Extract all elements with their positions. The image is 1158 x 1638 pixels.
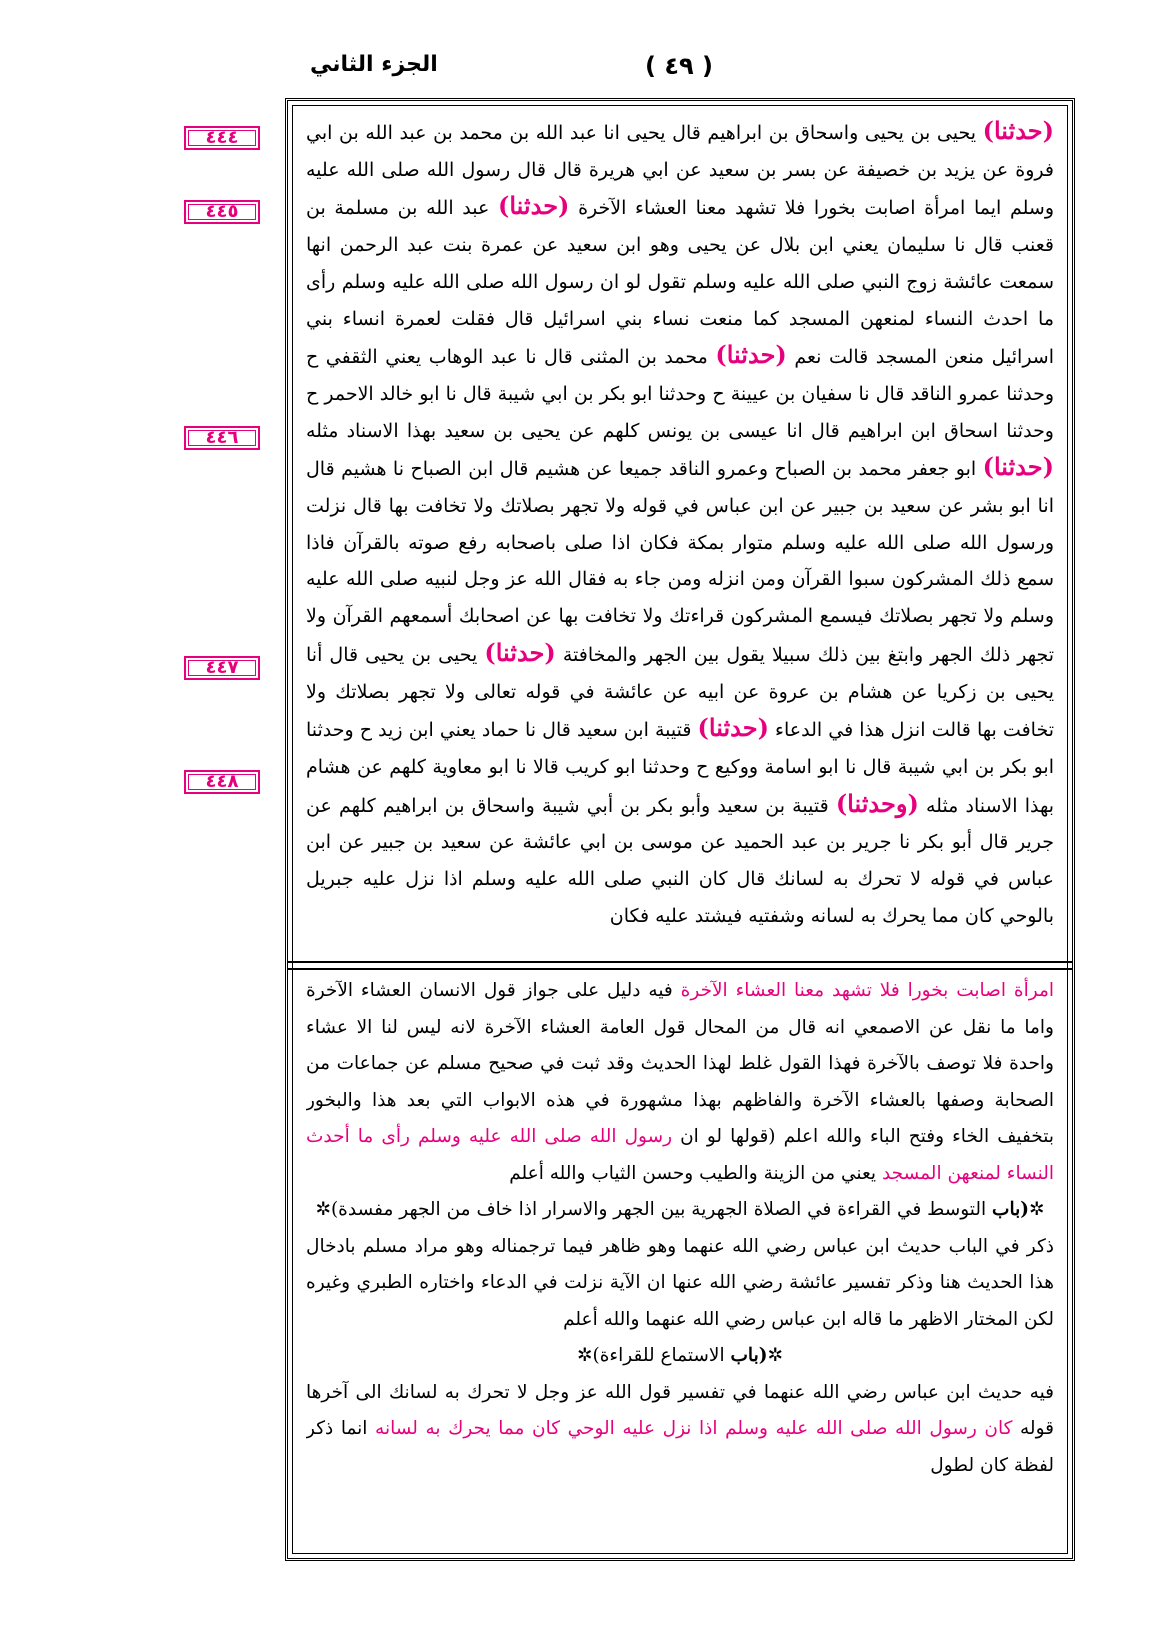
hadith-number-444: ٤٤٤ <box>184 126 260 150</box>
commentary-text <box>306 973 1054 1533</box>
hadith-447-chain: قتيبة ابن سعيد قال نا حماد يعني ابن زيد ح وحدثنا ابو بكر بن ابي شيبة قال نا ابو اسامة ووكيع ح وحدثنا ابو كريب قالا نا ابو معاوية كلهم عن هشام بهذا الاسناد مثله <box>306 719 1054 817</box>
keyword-haddathana: (حدثنا) <box>982 452 1054 482</box>
hadith-445-chain: محمد بن المثنى قال نا عبد الوهاب يعني الثقفي ح وحدثنا عمرو الناقد قال نا سفيان بن عيينة ح وحدثنا ابو بكر بن ابي شيبة قال نا ابو خالد الاحمر ح وحدثنا اسحاق ابن ابراهيم قال انا عيسى بن يونس كلهم عن يحيى بن سعيد بهذا الاسناد مثله <box>306 346 1054 442</box>
hadith-446: ابو جعفر محمد بن الصباح وعمرو الناقد جميعا عن هشيم قال ابن الصباح نا هشيم قال انا ابو بشر عن سعيد بن جبير عن ابن عباس في قوله ولا تجهر بصلاتك ولا تخافت بها قال نزلت ورسول الله صلى الله عليه وسلم متوار بمكة فكان اذا صلى باصحابه رفع صوته بالقرآن فاذا سمع ذلك المشركون سبوا القرآن ومن انزله ومن جاء به فقال الله عز وجل لنبيه صلى الله عليه وسلم ولا تجهر بصلاتك فيسمع المشركون قراءتك ولا تخافت بها عن اصحابك أسمعهم القرآن ولا تجهر ذلك الجهر وابتغ بين ذلك سبيلا يقول بين الجهر والمخافتة <box>306 458 1054 666</box>
chapter-heading-2: ✲(باب الاستماع للقراءة)✲ <box>577 1345 783 1366</box>
hadith-number-447: ٤٤٧ <box>184 656 260 680</box>
page-header <box>300 52 1080 88</box>
hadith-number-448: ٤٤٨ <box>184 770 260 794</box>
section-divider <box>288 961 1072 970</box>
hadith-447: يحيى بن يحيى قال أنا يحيى بن زكريا عن هشام بن عروة عن ابيه عن عائشة في قوله تعالى ولا تجهر بصلاتك ولا تخافت بها قالت انزل هذا في الدعاء <box>306 643 1054 742</box>
chapter-heading-1: ✲(باب التوسط في القراءة في الصلاة الجهرية بين الجهر والاسرار اذا خاف من الجهر مفسدة)✲ <box>315 1199 1045 1220</box>
page-frame <box>285 98 1075 1561</box>
keyword-haddathana: (حدثنا) <box>498 191 570 221</box>
hadith-444: يحيى بن يحيى واسحاق بن ابراهيم قال يحيى انا عبد الله بن محمد بن عبد الله بن ابي فروة عن يزيد بن خصيفة عن بسر بن سعيد عن ابي هريرة قال قال رسول الله صلى الله عليه وسلم ايما امرأة اصابت بخورا فلا تشهد معنا العشاء الآخرة <box>306 122 1054 220</box>
volume-title: الجزء الثاني <box>310 52 438 77</box>
keyword-haddathana: (حدثنا) <box>715 340 787 370</box>
quoted-phrase: امرأة اصابت بخورا فلا تشهد معنا العشاء الآخرة <box>680 980 1054 1001</box>
quoted-phrase: رسول الله صلى الله عليه وسلم رأى ما أحدث النساء لمنعهن المسجد <box>306 1126 1054 1184</box>
quoted-phrase: كان رسول الله صلى الله عليه وسلم اذا نزل عليه الوحي كان مما يحرك به لسانه <box>375 1418 1013 1439</box>
hadith-number-445: ٤٤٥ <box>184 200 260 224</box>
commentary-para-2: يعني من الزينة والطيب وحسن الثياب والله أعلم <box>509 1162 877 1184</box>
chapter-title-1: التوسط في القراءة في الصلاة الجهرية بين الجهر والاسرار اذا خاف من الجهر مفسدة) <box>330 1199 987 1220</box>
keyword-haddathana: (حدثنا) <box>697 713 769 743</box>
chapter-title-2: الاستماع للقراءة) <box>592 1345 725 1366</box>
hadith-text <box>306 113 1054 953</box>
commentary-para-4-end: انما ذكر لفظة كان لطول <box>306 1418 1054 1476</box>
commentary-para-3: ذكر في الباب حديث ابن عباس رضي الله عنهما وهو ظاهر فيما ترجمناله وهو مراد مسلم بادخال هذا الحديث هنا وذكر تفسير عائشة رضي الله عنها ان الآية نزلت في الدعاء واختاره الطبري وغيره لكن المختار الاظهر ما قاله ابن عباس رضي الله عنهما والله أعلم <box>306 1235 1054 1330</box>
hadith-445: عبد الله بن مسلمة بن قعنب قال نا سليمان يعني ابن بلال عن يحيى وهو ابن سعيد عن عمرة بنت عبد الرحمن انها سمعت عائشة زوج النبي صلى الله عليه وسلم تقول لو ان رسول الله صلى الله عليه وسلم رأى ما احدث النساء لمنعهن المسجد كما منعت نساء بني اسرائيل قال فقلت لعمرة انساء بني اسرائيل منعن المسجد قالت نعم <box>306 197 1054 369</box>
keyword-wahaddathana: (وحدثنا) <box>835 788 919 818</box>
hadith-number-446: ٤٤٦ <box>184 426 260 450</box>
commentary-para-4: فيه حديث ابن عباس رضي الله عنهما في تفسير قول الله عز وجل لا تحرك به لسانك الى آخرها قوله <box>306 1381 1054 1439</box>
keyword-haddathana: (حدثنا) <box>982 116 1054 145</box>
commentary-para-1: فيه دليل على جواز قول الانسان العشاء الآخرة واما ما نقل عن الاصمعي انه قال من المحال قول العامة العشاء الآخرة لانه ليس لنا الا عشاء واحدة فلا توصف بالآخرة فهذا القول غلط لهذا الحديث وقد ثبت في صحيح مسلم عن جماعات من الصحابة وصفها بالعشاء الآخرة والفاظهم بهذا مشهورة في هذه الابواب التي بعد هذا والبخور بتخفيف الخاء وفتح الباء والله اعلم <box>306 980 1054 1147</box>
page-number: ( ٤٩ ) <box>645 52 713 80</box>
bab-word: (باب <box>992 1199 1030 1220</box>
hadith-448: قتيبة بن سعيد وأبو بكر بن أبي شيبة واسحاق بن ابراهيم كلهم عن جرير قال أبو بكر نا جرير بن عبد الحميد عن موسى بن ابي عائشة عن سعيد بن جبير عن ابن عباس في قوله لا تحرك به لسانك قال كان النبي صلى الله عليه وسلم اذا نزل عليه جبريل بالوحي كان مما يحرك به لسانه وشفتيه فيشتد عليه فكان <box>306 794 1054 927</box>
bab-word: (باب <box>730 1345 768 1366</box>
commentary-quote-open: (قولها لو ان <box>680 1126 776 1147</box>
keyword-haddathana: (حدثنا) <box>484 637 556 667</box>
